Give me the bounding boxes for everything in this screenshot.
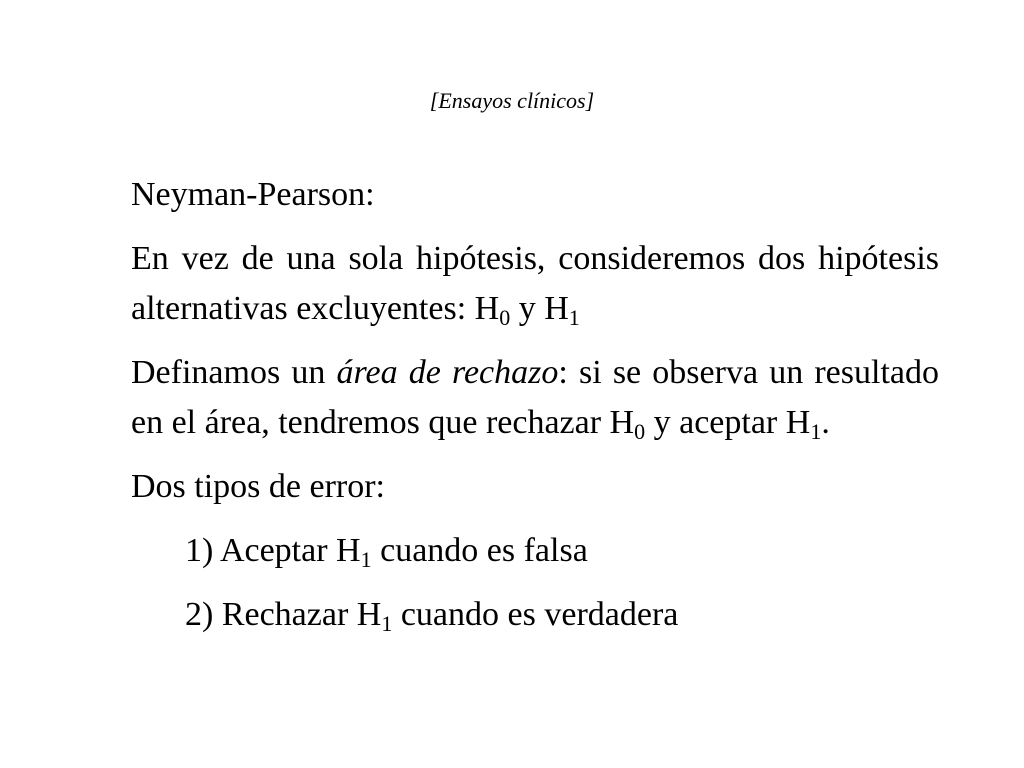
hypothesis-h0: $H_0$ [474,290,511,330]
paragraph-rejection-area: Definamos un área de rechazo: si se observa un resultado en el área, tendremos que rechazar $H_0$ y aceptar $H_1$. [131,354,939,444]
section-title: Neyman-Pearson: [131,176,375,213]
hypothesis-h0: $H_0$ [609,404,646,444]
paragraph-hypotheses-text: En vez de una sola hipótesis, consideremos dos hipótesis alternativas excluyentes: [131,240,939,327]
header-text: [Ensayos clínicos] [429,88,595,113]
error-type-2: 2) Rechazar $H_1$ cuando es verdadera [185,596,679,636]
slide-header [0,86,1024,116]
rejection-area-term: área de rechazo [336,354,559,391]
error-types-heading: Dos tipos de error: [131,468,386,505]
hypothesis-h1: $H_1$ [544,290,580,330]
error-type-1: 1) Aceptar $H_1$ cuando es falsa [185,532,588,572]
paragraph-hypotheses: En vez de una sola hipótesis, consideremos dos hipótesis alternativas excluyentes: $H_0$ y $H_1$ [131,240,939,330]
slide-content [131,170,939,654]
hypothesis-h1: $H_1$ [785,404,822,444]
